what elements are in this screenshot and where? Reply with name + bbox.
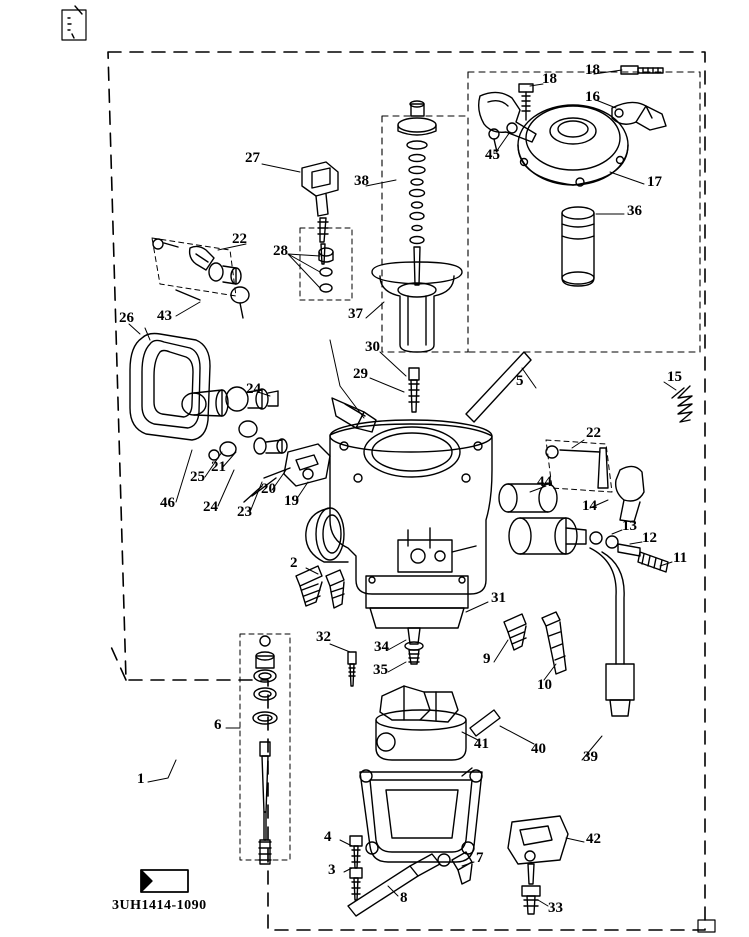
callout-14: 14 (582, 498, 597, 514)
callout-28: 28 (273, 243, 288, 259)
callout-41: 41 (474, 736, 489, 752)
callout-45: 45 (485, 147, 500, 163)
callout-43: 43 (157, 308, 172, 324)
callout-10: 10 (537, 677, 552, 693)
part-number-label: 3UH1414-1090 (112, 898, 207, 913)
callout-8: 8 (400, 890, 408, 906)
callout-44: 44 (537, 474, 552, 490)
callout-6: 6 (214, 717, 222, 733)
callout-4: 4 (324, 829, 332, 845)
callout-19: 19 (284, 493, 299, 509)
callout-9: 9 (483, 651, 491, 667)
callout-17: 17 (647, 174, 662, 190)
callout-22b: 22 (586, 425, 601, 441)
callout-24a: 24 (246, 381, 261, 397)
callout-21: 21 (211, 459, 226, 475)
callout-26: 26 (119, 310, 134, 326)
callout-5: 5 (516, 373, 524, 389)
callout-23: 23 (237, 504, 252, 520)
callout-7: 7 (476, 850, 484, 866)
callout-22a: 22 (232, 231, 247, 247)
callout-42: 42 (586, 831, 601, 847)
callout-1: 1 (137, 771, 145, 787)
callout-18b: 18 (585, 62, 600, 78)
callout-46: 46 (160, 495, 175, 511)
callout-30: 30 (365, 339, 380, 355)
callout-29: 29 (353, 366, 368, 382)
callout-32: 32 (316, 629, 331, 645)
callout-37: 37 (348, 306, 363, 322)
callout-18a: 18 (542, 71, 557, 87)
fwd-direction-label: FWD (155, 874, 181, 886)
callout-39: 39 (583, 749, 598, 765)
callout-13: 13 (622, 518, 637, 534)
callout-33: 33 (548, 900, 563, 916)
callout-3: 3 (328, 862, 336, 878)
callout-20: 20 (261, 481, 276, 497)
callout-12: 12 (642, 530, 657, 546)
callout-11: 11 (673, 550, 688, 566)
callout-34: 34 (374, 639, 389, 655)
callout-31: 31 (491, 590, 506, 606)
callout-35: 35 (373, 662, 388, 678)
callout-36: 36 (627, 203, 642, 219)
callout-15: 15 (667, 369, 682, 385)
callout-24b: 24 (203, 499, 218, 515)
callout-27: 27 (245, 150, 260, 166)
callout-38: 38 (354, 173, 369, 189)
callout-40: 40 (531, 741, 546, 757)
callout-16: 16 (585, 89, 600, 105)
callout-25: 25 (190, 469, 205, 485)
callout-2: 2 (290, 555, 298, 571)
